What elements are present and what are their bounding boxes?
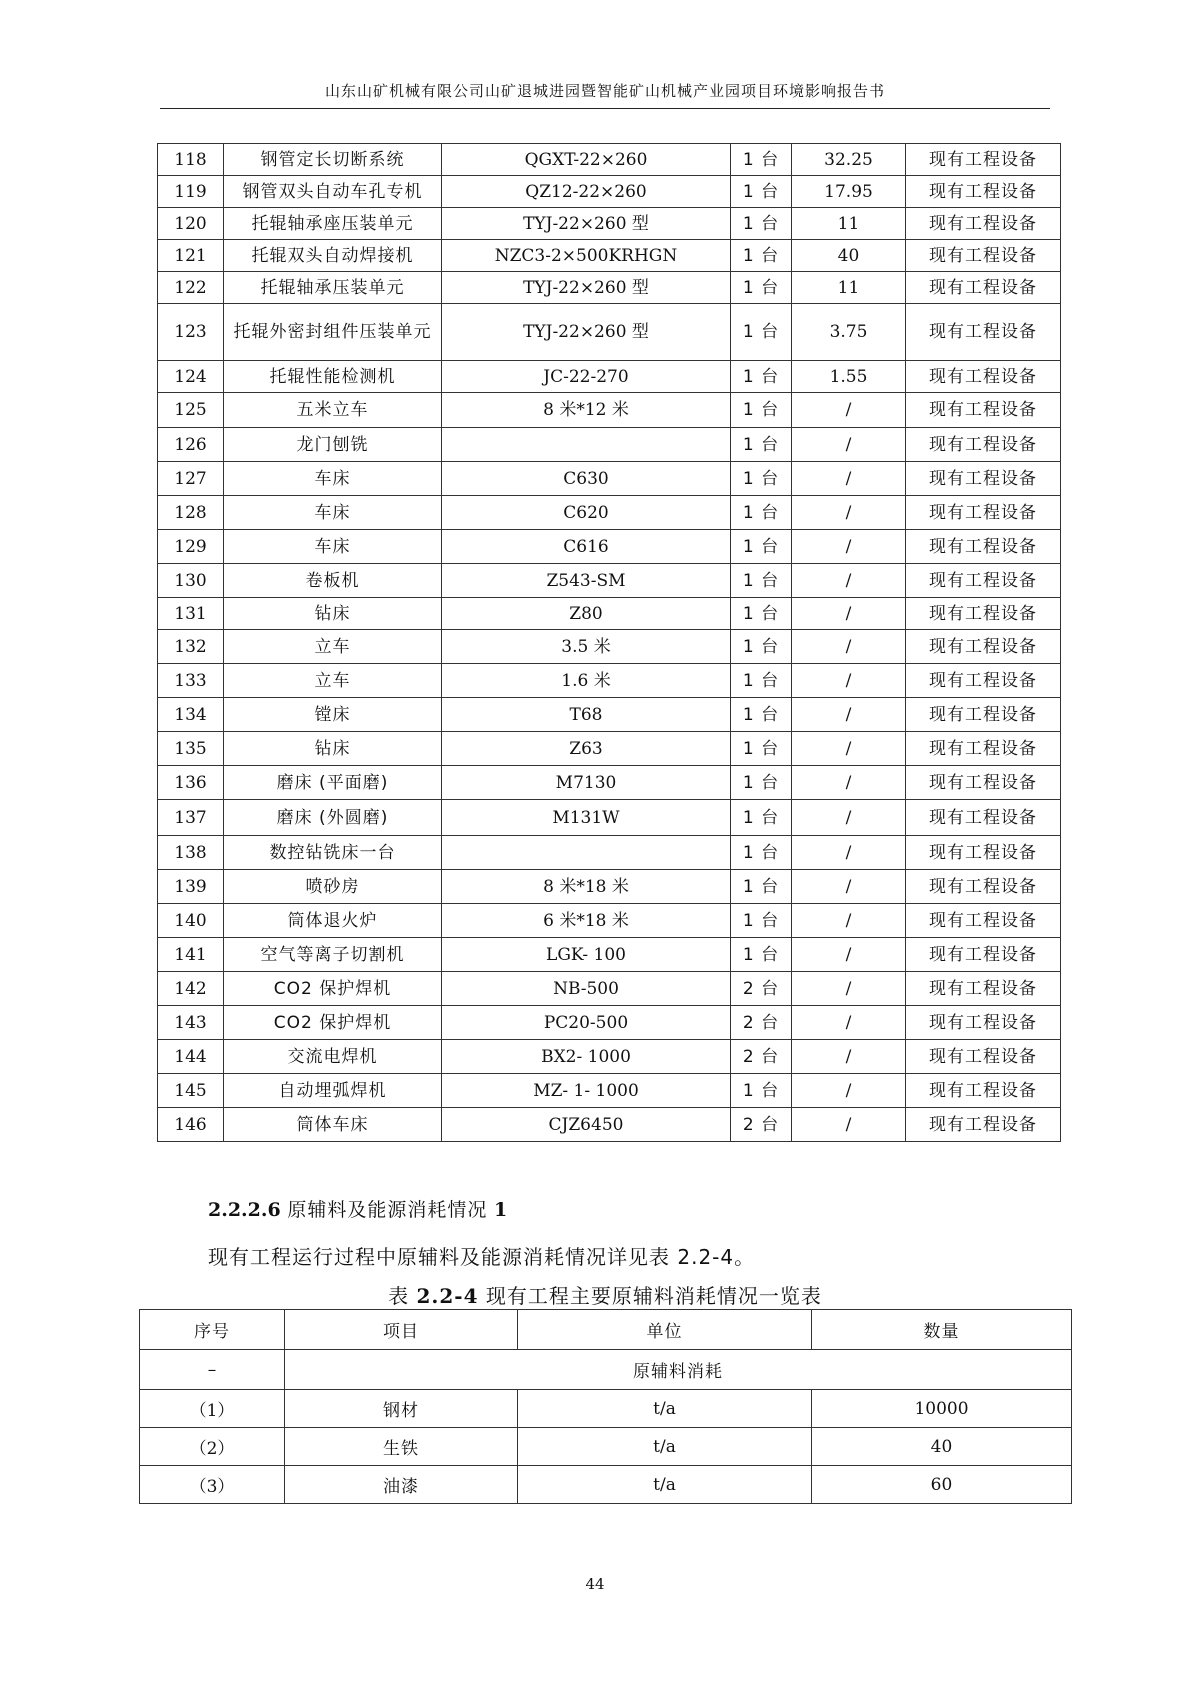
caption-prefix: 表 [388, 1284, 410, 1308]
cell-note: 现有工程设备 [906, 836, 1061, 870]
equipment-row [158, 698, 1061, 732]
cell-model: 8 米*12 米 [442, 393, 731, 428]
cell-note: 现有工程设备 [906, 938, 1061, 972]
cell-no: 129 [158, 530, 224, 564]
raw-cell-no: （3） [140, 1466, 285, 1504]
cell-name: 龙门刨铣 [224, 428, 442, 462]
cell-qty: 2 台 [731, 1040, 792, 1074]
cell-power: / [792, 938, 906, 972]
raw-material-row [140, 1466, 1072, 1504]
cell-qty: 1 台 [731, 870, 792, 904]
cell-note: 现有工程设备 [906, 1006, 1061, 1040]
cell-model: C616 [442, 530, 731, 564]
cell-note: 现有工程设备 [906, 393, 1061, 428]
cell-name: 喷砂房 [224, 870, 442, 904]
cell-note: 现有工程设备 [906, 564, 1061, 598]
cell-note: 现有工程设备 [906, 240, 1061, 272]
equipment-row [158, 664, 1061, 698]
cell-model: TYJ-22×260 型 [442, 304, 731, 361]
equipment-row [158, 208, 1061, 240]
cell-note: 现有工程设备 [906, 272, 1061, 304]
raw-cell-unit: t/a [518, 1428, 812, 1466]
cell-name: 自动埋弧焊机 [224, 1074, 442, 1108]
cell-name: 磨床 (平面磨) [224, 766, 442, 800]
cell-model: 1.6 米 [442, 664, 731, 698]
cell-name: 交流电焊机 [224, 1040, 442, 1074]
cell-power: / [792, 393, 906, 428]
caption-title: 现有工程主要原辅料消耗情况一览表 [485, 1284, 822, 1308]
cell-name: 卷板机 [224, 564, 442, 598]
header-item: 项目 [285, 1310, 518, 1350]
equipment-row [158, 836, 1061, 870]
cell-model: 8 米*18 米 [442, 870, 731, 904]
cell-model: Z63 [442, 732, 731, 766]
equipment-row [158, 904, 1061, 938]
raw-material-row [140, 1428, 1072, 1466]
cell-name: 磨床 (外圆磨) [224, 800, 442, 836]
cell-power: / [792, 904, 906, 938]
cell-power: / [792, 836, 906, 870]
cell-name: 车床 [224, 462, 442, 496]
cell-qty: 1 台 [731, 462, 792, 496]
equipment-row [158, 428, 1061, 462]
cell-power: / [792, 530, 906, 564]
cell-qty: 1 台 [731, 732, 792, 766]
cell-note: 现有工程设备 [906, 766, 1061, 800]
cell-note: 现有工程设备 [906, 496, 1061, 530]
cell-no: 120 [158, 208, 224, 240]
cell-model: M7130 [442, 766, 731, 800]
cell-model: C620 [442, 496, 731, 530]
cell-name: 数控钻铣床一台 [224, 836, 442, 870]
cell-qty: 1 台 [731, 428, 792, 462]
header-rule [160, 108, 1050, 109]
cell-qty: 2 台 [731, 1006, 792, 1040]
cell-no: 130 [158, 564, 224, 598]
cell-model: QZ12-22×260 [442, 176, 731, 208]
cell-qty: 1 台 [731, 630, 792, 664]
cell-power: / [792, 972, 906, 1006]
cell-qty: 1 台 [731, 361, 792, 393]
cell-qty: 2 台 [731, 1108, 792, 1142]
cell-name: CO2 保护焊机 [224, 972, 442, 1006]
cell-qty: 1 台 [731, 836, 792, 870]
raw-cell-item: 油漆 [285, 1466, 518, 1504]
cell-no: 145 [158, 1074, 224, 1108]
cell-no: 142 [158, 972, 224, 1006]
cell-no: 133 [158, 664, 224, 698]
cell-qty: 1 台 [731, 904, 792, 938]
cell-model: TYJ-22×260 型 [442, 272, 731, 304]
equipment-row [158, 304, 1061, 361]
cell-no: 119 [158, 176, 224, 208]
cell-qty: 2 台 [731, 972, 792, 1006]
cell-model: MZ- 1- 1000 [442, 1074, 731, 1108]
cell-qty: 1 台 [731, 1074, 792, 1108]
cell-no: 125 [158, 393, 224, 428]
cell-power: 32.25 [792, 144, 906, 176]
raw-material-table [139, 1309, 1072, 1504]
document-header: 山东山矿机械有限公司山矿退城进园暨智能矿山机械产业园项目环境影响报告书 [324, 82, 885, 100]
cell-qty: 1 台 [731, 304, 792, 361]
header-qty: 数量 [812, 1310, 1072, 1350]
cell-name: 托辊轴承压装单元 [224, 272, 442, 304]
cell-no: 118 [158, 144, 224, 176]
cell-no: 135 [158, 732, 224, 766]
equipment-row [158, 361, 1061, 393]
equipment-row [158, 496, 1061, 530]
cell-no: 134 [158, 698, 224, 732]
section-paragraph: 现有工程运行过程中原辅料及能源消耗情况详见表 2.2-4。 [208, 1245, 756, 1269]
cell-qty: 1 台 [731, 598, 792, 630]
cell-no: 131 [158, 598, 224, 630]
raw-cell-qty: 10000 [812, 1390, 1072, 1428]
cell-power: / [792, 496, 906, 530]
equipment-row [158, 462, 1061, 496]
cell-name: 筒体车床 [224, 1108, 442, 1142]
cell-power: / [792, 1108, 906, 1142]
equipment-row [158, 1040, 1061, 1074]
cell-power: / [792, 630, 906, 664]
cell-note: 现有工程设备 [906, 361, 1061, 393]
cell-no: 140 [158, 904, 224, 938]
cell-power: / [792, 564, 906, 598]
raw-cell-qty: 40 [812, 1428, 1072, 1466]
cell-power: / [792, 1006, 906, 1040]
cell-no: 122 [158, 272, 224, 304]
section-suffix: 1 [494, 1199, 508, 1221]
cell-no: 126 [158, 428, 224, 462]
cell-power: 40 [792, 240, 906, 272]
cell-name: 钻床 [224, 598, 442, 630]
cell-power: / [792, 462, 906, 496]
equipment-row [158, 800, 1061, 836]
cell-power: 3.75 [792, 304, 906, 361]
equipment-row [158, 176, 1061, 208]
cell-model: LGK- 100 [442, 938, 731, 972]
cell-name: 钢管双头自动车孔专机 [224, 176, 442, 208]
cell-model: Z543-SM [442, 564, 731, 598]
cell-model: NB-500 [442, 972, 731, 1006]
cell-no: 128 [158, 496, 224, 530]
cell-name: 立车 [224, 664, 442, 698]
cell-model: Z80 [442, 598, 731, 630]
equipment-row [158, 630, 1061, 664]
cell-qty: 1 台 [731, 393, 792, 428]
cell-model: NZC3-2×500KRHGN [442, 240, 731, 272]
equipment-table [157, 143, 1061, 1142]
cell-model: T68 [442, 698, 731, 732]
cell-model: JC-22-270 [442, 361, 731, 393]
equipment-row [158, 1006, 1061, 1040]
raw-cell-unit: t/a [518, 1466, 812, 1504]
cell-name: 钢管定长切断系统 [224, 144, 442, 176]
cell-no: 143 [158, 1006, 224, 1040]
cell-note: 现有工程设备 [906, 870, 1061, 904]
group-label: 原辅料消耗 [285, 1350, 1072, 1390]
cell-power: 11 [792, 208, 906, 240]
equipment-row [158, 1108, 1061, 1142]
cell-power: / [792, 732, 906, 766]
equipment-row [158, 972, 1061, 1006]
equipment-row [158, 732, 1061, 766]
cell-note: 现有工程设备 [906, 1108, 1061, 1142]
cell-model: 3.5 米 [442, 630, 731, 664]
cell-note: 现有工程设备 [906, 972, 1061, 1006]
cell-model: PC20-500 [442, 1006, 731, 1040]
cell-model: C630 [442, 462, 731, 496]
cell-name: 托辊性能检测机 [224, 361, 442, 393]
cell-model [442, 428, 731, 462]
cell-qty: 1 台 [731, 800, 792, 836]
raw-cell-no: （1） [140, 1390, 285, 1428]
cell-power: / [792, 698, 906, 732]
cell-power: / [792, 800, 906, 836]
cell-no: 139 [158, 870, 224, 904]
cell-power: / [792, 1074, 906, 1108]
cell-no: 121 [158, 240, 224, 272]
cell-qty: 1 台 [731, 530, 792, 564]
cell-name: 托辊双头自动焊接机 [224, 240, 442, 272]
raw-cell-no: （2） [140, 1428, 285, 1466]
cell-name: 五米立车 [224, 393, 442, 428]
cell-name: 筒体退火炉 [224, 904, 442, 938]
raw-cell-unit: t/a [518, 1390, 812, 1428]
cell-no: 132 [158, 630, 224, 664]
cell-power: / [792, 766, 906, 800]
cell-note: 现有工程设备 [906, 462, 1061, 496]
equipment-row [158, 766, 1061, 800]
equipment-row [158, 240, 1061, 272]
cell-no: 136 [158, 766, 224, 800]
cell-name: CO2 保护焊机 [224, 1006, 442, 1040]
equipment-row [158, 564, 1061, 598]
cell-note: 现有工程设备 [906, 176, 1061, 208]
header-unit: 单位 [518, 1310, 812, 1350]
cell-model: CJZ6450 [442, 1108, 731, 1142]
cell-note: 现有工程设备 [906, 732, 1061, 766]
cell-name: 车床 [224, 496, 442, 530]
cell-qty: 1 台 [731, 766, 792, 800]
cell-qty: 1 台 [731, 564, 792, 598]
cell-model: M131W [442, 800, 731, 836]
cell-note: 现有工程设备 [906, 664, 1061, 698]
cell-no: 144 [158, 1040, 224, 1074]
raw-table-header-row [140, 1310, 1072, 1350]
raw-table-group-row [140, 1350, 1072, 1390]
cell-power: / [792, 870, 906, 904]
cell-note: 现有工程设备 [906, 144, 1061, 176]
cell-model: 6 米*18 米 [442, 904, 731, 938]
cell-note: 现有工程设备 [906, 904, 1061, 938]
cell-no: 124 [158, 361, 224, 393]
cell-power: 11 [792, 272, 906, 304]
cell-power: 1.55 [792, 361, 906, 393]
cell-note: 现有工程设备 [906, 428, 1061, 462]
cell-note: 现有工程设备 [906, 1040, 1061, 1074]
cell-qty: 1 台 [731, 208, 792, 240]
cell-model: TYJ-22×260 型 [442, 208, 731, 240]
cell-note: 现有工程设备 [906, 208, 1061, 240]
equipment-row [158, 1074, 1061, 1108]
cell-name: 托辊轴承座压装单元 [224, 208, 442, 240]
cell-qty: 1 台 [731, 496, 792, 530]
cell-note: 现有工程设备 [906, 530, 1061, 564]
cell-no: 138 [158, 836, 224, 870]
cell-no: 146 [158, 1108, 224, 1142]
cell-qty: 1 台 [731, 664, 792, 698]
raw-cell-item: 钢材 [285, 1390, 518, 1428]
cell-no: 127 [158, 462, 224, 496]
cell-power: / [792, 1040, 906, 1074]
raw-cell-qty: 60 [812, 1466, 1072, 1504]
equipment-row [158, 870, 1061, 904]
cell-qty: 1 台 [731, 938, 792, 972]
cell-qty: 1 台 [731, 144, 792, 176]
section-title: 原辅料及能源消耗情况 [287, 1199, 488, 1221]
equipment-row [158, 938, 1061, 972]
cell-name: 镗床 [224, 698, 442, 732]
cell-qty: 1 台 [731, 240, 792, 272]
equipment-row [158, 530, 1061, 564]
cell-qty: 1 台 [731, 272, 792, 304]
group-no: – [140, 1350, 285, 1390]
equipment-row [158, 393, 1061, 428]
cell-name: 立车 [224, 630, 442, 664]
cell-name: 空气等离子切割机 [224, 938, 442, 972]
cell-power: / [792, 428, 906, 462]
cell-qty: 1 台 [731, 176, 792, 208]
cell-model [442, 836, 731, 870]
cell-note: 现有工程设备 [906, 698, 1061, 732]
cell-note: 现有工程设备 [906, 304, 1061, 361]
cell-note: 现有工程设备 [906, 598, 1061, 630]
table-caption [140, 1280, 1070, 1309]
cell-model: BX2- 1000 [442, 1040, 731, 1074]
raw-material-row [140, 1390, 1072, 1428]
caption-number: 2.2-4 [416, 1284, 479, 1308]
cell-note: 现有工程设备 [906, 800, 1061, 836]
cell-no: 123 [158, 304, 224, 361]
equipment-row [158, 598, 1061, 630]
equipment-row [158, 272, 1061, 304]
cell-name: 托辊外密封组件压装单元 [224, 304, 442, 361]
cell-no: 137 [158, 800, 224, 836]
raw-cell-item: 生铁 [285, 1428, 518, 1466]
cell-power: / [792, 598, 906, 630]
cell-power: 17.95 [792, 176, 906, 208]
equipment-row [158, 144, 1061, 176]
cell-name: 车床 [224, 530, 442, 564]
cell-no: 141 [158, 938, 224, 972]
cell-note: 现有工程设备 [906, 630, 1061, 664]
cell-power: / [792, 664, 906, 698]
page-number: 44 [585, 1575, 605, 1593]
cell-note: 现有工程设备 [906, 1074, 1061, 1108]
section-number: 2.2.2.6 [208, 1199, 281, 1221]
cell-name: 钻床 [224, 732, 442, 766]
section-heading [208, 1195, 507, 1222]
cell-qty: 1 台 [731, 698, 792, 732]
cell-model: QGXT-22×260 [442, 144, 731, 176]
header-no: 序号 [140, 1310, 285, 1350]
